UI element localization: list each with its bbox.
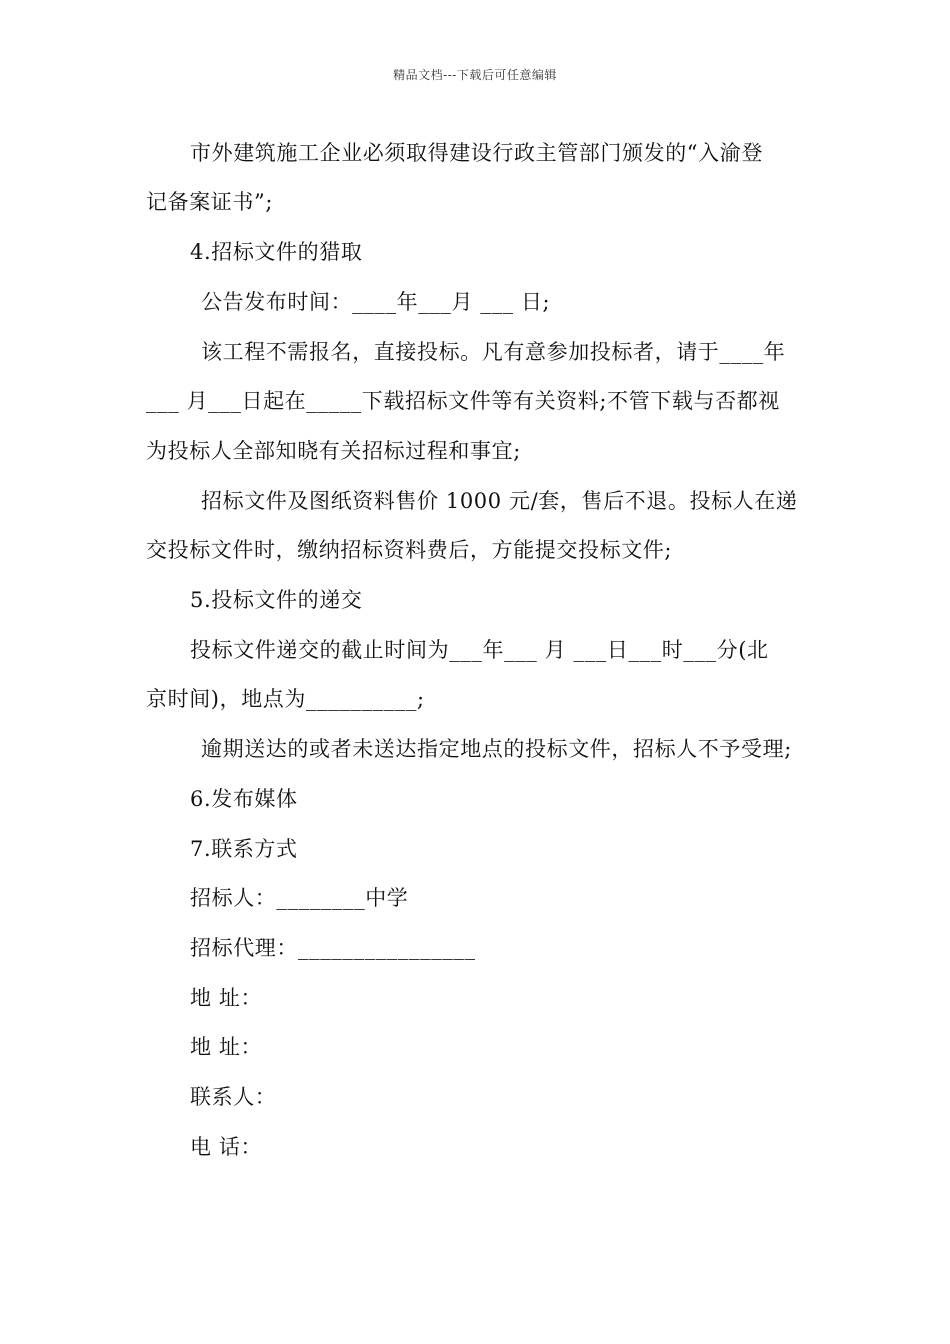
contact-address-2: 地 址： xyxy=(190,1035,263,1059)
paragraph-late-submission: 逾期送达的或者未送达指定地点的投标文件，招标人不予受理; xyxy=(201,737,792,761)
paragraph-registration-line1: 市外建筑施工企业必须取得建设行政主管部门颁发的“入渝登 xyxy=(190,141,763,165)
announce-time-line: 公告发布时间：____年___月 ___ 日; xyxy=(201,290,551,314)
paragraph-download-line3: 为投标人全部知晓有关招标过程和事宜; xyxy=(146,439,521,463)
contact-agent: 招标代理：________________ xyxy=(190,936,476,960)
contact-person: 联系人： xyxy=(190,1085,277,1109)
paragraph-deadline-line1: 投标文件递交的截止时间为___年___ 月 ___日___时___分(北 xyxy=(190,638,769,662)
paragraph-download-line2: ___ 月___日起在_____下载招标文件等有关资料;不管下载与否都视 xyxy=(146,389,780,413)
contact-address-1: 地 址： xyxy=(190,986,263,1010)
section-6-heading: 6.发布媒体 xyxy=(190,787,298,811)
paragraph-registration-line2: 记备案证书”; xyxy=(146,190,274,214)
paragraph-deadline-line2: 京时间)，地点为__________; xyxy=(146,687,425,711)
paragraph-price-line2: 交投标文件时，缴纳招标资料费后，方能提交投标文件; xyxy=(146,538,673,562)
paragraph-price-line1: 招标文件及图纸资料售价 1000 元/套，售后不退。投标人在递 xyxy=(201,489,798,513)
section-4-heading: 4.招标文件的猎取 xyxy=(190,240,363,264)
contact-phone: 电 话： xyxy=(190,1135,263,1159)
contact-tenderer: 招标人：________中学 xyxy=(190,886,409,910)
section-7-heading: 7.联系方式 xyxy=(190,837,298,861)
section-5-heading: 5.投标文件的递交 xyxy=(190,588,363,612)
paragraph-download-line1: 该工程不需报名，直接投标。凡有意参加投标者，请于____年 xyxy=(201,340,786,364)
page-header: 精品文档---下载后可任意编辑 xyxy=(393,68,557,82)
